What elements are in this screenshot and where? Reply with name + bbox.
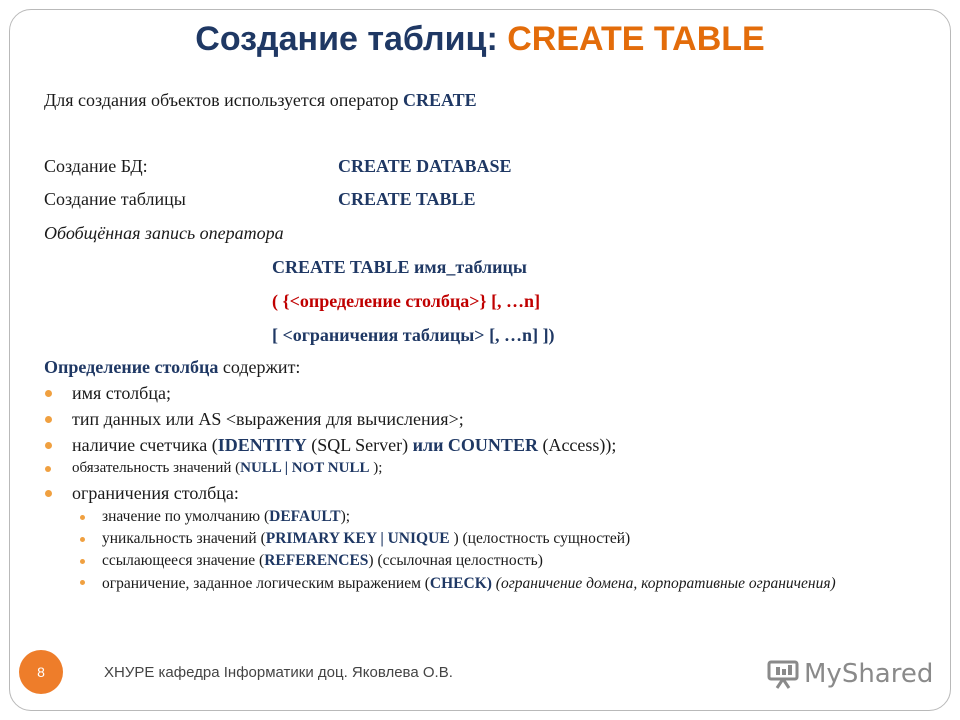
def-table-label: Создание таблицы: [44, 189, 186, 209]
def-db-label: Создание БД:: [44, 156, 148, 176]
bullet-dot-icon: [45, 490, 52, 497]
list-item: ссылающееся значение (REFERENCES) (ссылочная целостность): [102, 552, 543, 570]
bullet-dot-icon: [45, 466, 51, 472]
bullet-dot-icon: [45, 416, 52, 423]
myshared-logo[interactable]: [766, 656, 933, 692]
footer-text: ХНУРЕ кафедра Інформатики доц. Яковлева О.В.: [104, 664, 453, 681]
column-def-bold: Определение столбца: [44, 357, 219, 377]
logo-text: MyShared: [804, 659, 934, 689]
list-item: ограничение, заданное логическим выражением (CHECK) (ограничение домена, корпоративные ограничения): [102, 573, 902, 595]
slide-title: [0, 20, 960, 59]
title-accent: CREATE TABLE: [507, 20, 765, 58]
title-main: Создание таблиц:: [195, 20, 498, 58]
list-item: тип данных или AS <выражения для вычисления>;: [72, 409, 464, 430]
syntax-line-3: [ <ограничения таблицы> [, …n] ]): [272, 325, 555, 345]
bullet-dot-icon: [45, 390, 52, 397]
list-item: значение по умолчанию (DEFAULT);: [102, 508, 350, 526]
column-def-heading: [44, 357, 300, 378]
intro-text: Для создания объектов используется оператор: [44, 90, 403, 110]
def-db-value: CREATE DATABASE: [338, 156, 512, 176]
intro-keyword: CREATE: [402, 90, 477, 110]
list-item: ограничения столбца:: [72, 483, 239, 504]
bullet-dot-icon: [80, 515, 85, 520]
bullet-dot-icon: [80, 559, 85, 564]
list-item: имя столбца;: [72, 383, 171, 404]
column-def-rest: содержит:: [218, 357, 301, 377]
generic-label: Обобщённая запись оператора: [44, 223, 284, 243]
def-table-value: CREATE TABLE: [338, 189, 476, 209]
syntax-line-2: ( {<определение столбца>} [, …n]: [272, 291, 541, 311]
bullet-dot-icon: [45, 442, 52, 449]
presentation-icon: [766, 659, 800, 689]
list-item: уникальность значений (PRIMARY KEY | UNIQUE ) (целостность сущностей): [102, 530, 630, 548]
bullet-dot-icon: [80, 580, 85, 585]
bullet-dot-icon: [80, 537, 85, 542]
syntax-line-1: CREATE TABLE имя_таблицы: [272, 257, 527, 277]
intro-line: [44, 90, 477, 111]
list-item: обязательность значений (NULL | NOT NULL );: [72, 460, 382, 477]
page-number-badge: 8: [19, 650, 63, 694]
list-item: наличие счетчика (IDENTITY (SQL Server) или COUNTER (Access));: [72, 435, 616, 456]
